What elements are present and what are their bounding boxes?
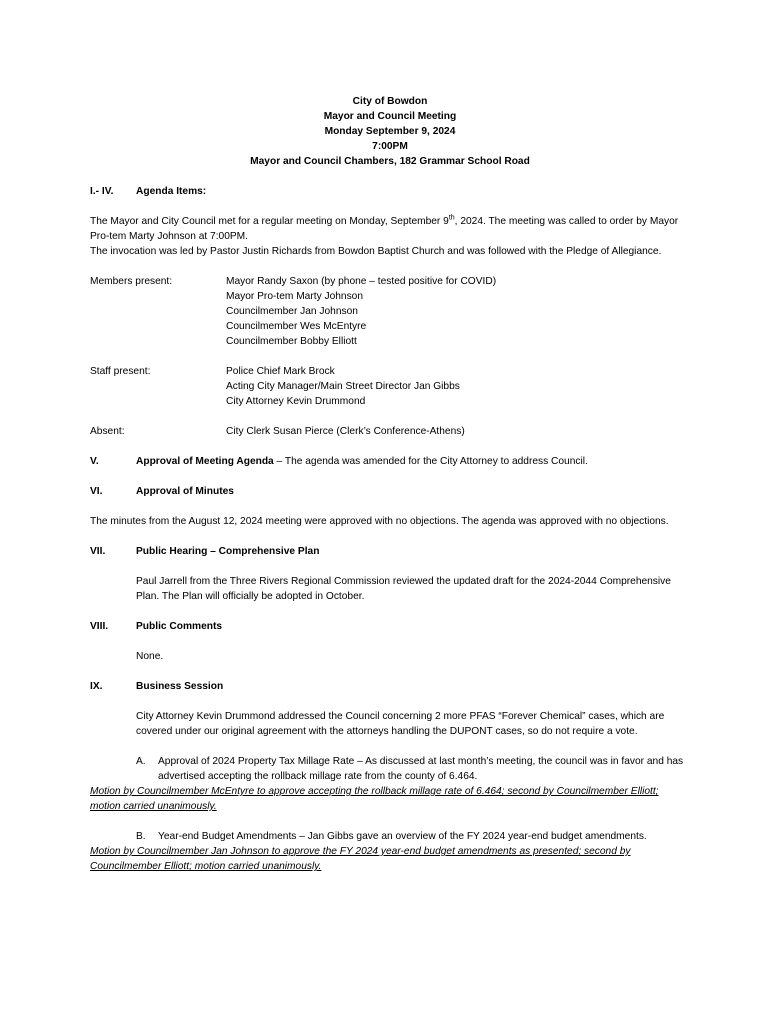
agenda-number: I.- IV.	[90, 186, 114, 197]
header-city: City of Bowdon	[352, 96, 428, 107]
section-ix-title: Business Session	[136, 681, 224, 692]
section-vi	[90, 484, 690, 499]
section-vii	[90, 544, 690, 559]
staff-present	[90, 364, 690, 409]
section-viii	[90, 619, 690, 634]
intro-sup: th	[448, 214, 455, 222]
agenda-title: Agenda Items:	[136, 186, 207, 197]
member-name: Councilmember Jan Johnson	[226, 306, 358, 317]
item-a-motion: Motion by Councilmember McEntyre to approve accepting the rollback millage rate of 6.464; second by Councilmember Elliott; motion carried unanimously.	[90, 786, 659, 812]
absent-name: City Clerk Susan Pierce (Clerk’s Conference-Athens)	[226, 426, 465, 437]
section-vii-text: Paul Jarrell from the Three Rivers Regional Commission reviewed the updated draft for the 2024-2044 Comprehensive Plan. The Plan will officially be adopted in October.	[136, 576, 671, 602]
item-a	[136, 754, 690, 784]
header-time: 7:00PM	[372, 141, 408, 152]
staff-name: Acting City Manager/Main Street Director Jan Gibbs	[226, 381, 460, 392]
members-present	[90, 274, 690, 349]
section-v	[90, 454, 690, 469]
section-vi-text: The minutes from the August 12, 2024 meeting were approved with no objections. The agenda was approved with no objections.	[90, 516, 669, 527]
section-v-number: V.	[90, 456, 99, 467]
members-list	[226, 274, 496, 349]
staff-name: City Attorney Kevin Drummond	[226, 396, 366, 407]
section-vii-number: VII.	[90, 546, 106, 557]
intro-text-b: , 2024. The meeting was called to order by Mayor Pro-tem Marty Johnson at 7:00PM.	[90, 216, 679, 242]
section-ix-number: IX.	[90, 681, 103, 692]
section-v-title: Approval of Meeting Agenda	[136, 456, 274, 467]
section-viii-title: Public Comments	[136, 621, 223, 632]
item-b-motion: Motion by Councilmember Jan Johnson to approve the FY 2024 year-end budget amendments as presented; second by Councilmember Elliott; motion carried unanimously.	[90, 846, 631, 872]
absent-label: Absent:	[90, 426, 125, 437]
section-viii-text: None.	[136, 651, 164, 662]
section-ix-text: City Attorney Kevin Drummond addressed the Council concerning 2 more PFAS “Forever Chemical” cases, which are covered under our original agreement with the attorneys handling the DUPONT cases, so do not require a vote.	[136, 711, 665, 737]
member-name: Councilmember Bobby Elliott	[226, 336, 357, 347]
absent-members	[90, 424, 690, 439]
member-name: Mayor Pro-tem Marty Johnson	[226, 291, 364, 302]
section-v-text: – The agenda was amended for the City Attorney to address Council.	[273, 456, 588, 467]
intro-paragraph-2: The invocation was led by Pastor Justin Richards from Bowdon Baptist Church and was followed with the Pledge of Allegiance.	[90, 246, 662, 257]
header-location: Mayor and Council Chambers, 182 Grammar School Road	[250, 156, 530, 167]
section-vi-title: Approval of Minutes	[136, 486, 234, 497]
absent-list	[226, 424, 465, 439]
agenda-heading	[90, 184, 690, 199]
intro-text-a: The Mayor and City Council met for a regular meeting on Monday, September 9	[90, 216, 449, 227]
section-ix	[90, 679, 690, 694]
members-label: Members present:	[90, 276, 173, 287]
item-a-text: Approval of 2024 Property Tax Millage Rate – As discussed at last month’s meeting, the council was in favor and has advertised accepting the rollback millage rate from the county of 6.464.	[158, 756, 684, 782]
item-b-text: Year-end Budget Amendments – Jan Gibbs gave an overview of the FY 2024 year-end budget amendments.	[158, 831, 647, 842]
staff-label: Staff present:	[90, 366, 151, 377]
staff-name: Police Chief Mark Brock	[226, 366, 335, 377]
section-vi-number: VI.	[90, 486, 103, 497]
staff-list	[226, 364, 460, 409]
item-a-letter: A.	[136, 756, 146, 767]
document-header	[90, 94, 690, 169]
section-vii-title: Public Hearing – Comprehensive Plan	[136, 546, 320, 557]
member-name: Mayor Randy Saxon (by phone – tested positive for COVID)	[226, 276, 497, 287]
item-b	[136, 829, 690, 844]
item-b-letter: B.	[136, 831, 146, 842]
member-name: Councilmember Wes McEntyre	[226, 321, 367, 332]
intro-paragraph-1	[90, 214, 690, 244]
header-date: Monday September 9, 2024	[324, 126, 456, 137]
document-page	[90, 94, 690, 874]
section-viii-number: VIII.	[90, 621, 109, 632]
header-meeting: Mayor and Council Meeting	[323, 111, 457, 122]
